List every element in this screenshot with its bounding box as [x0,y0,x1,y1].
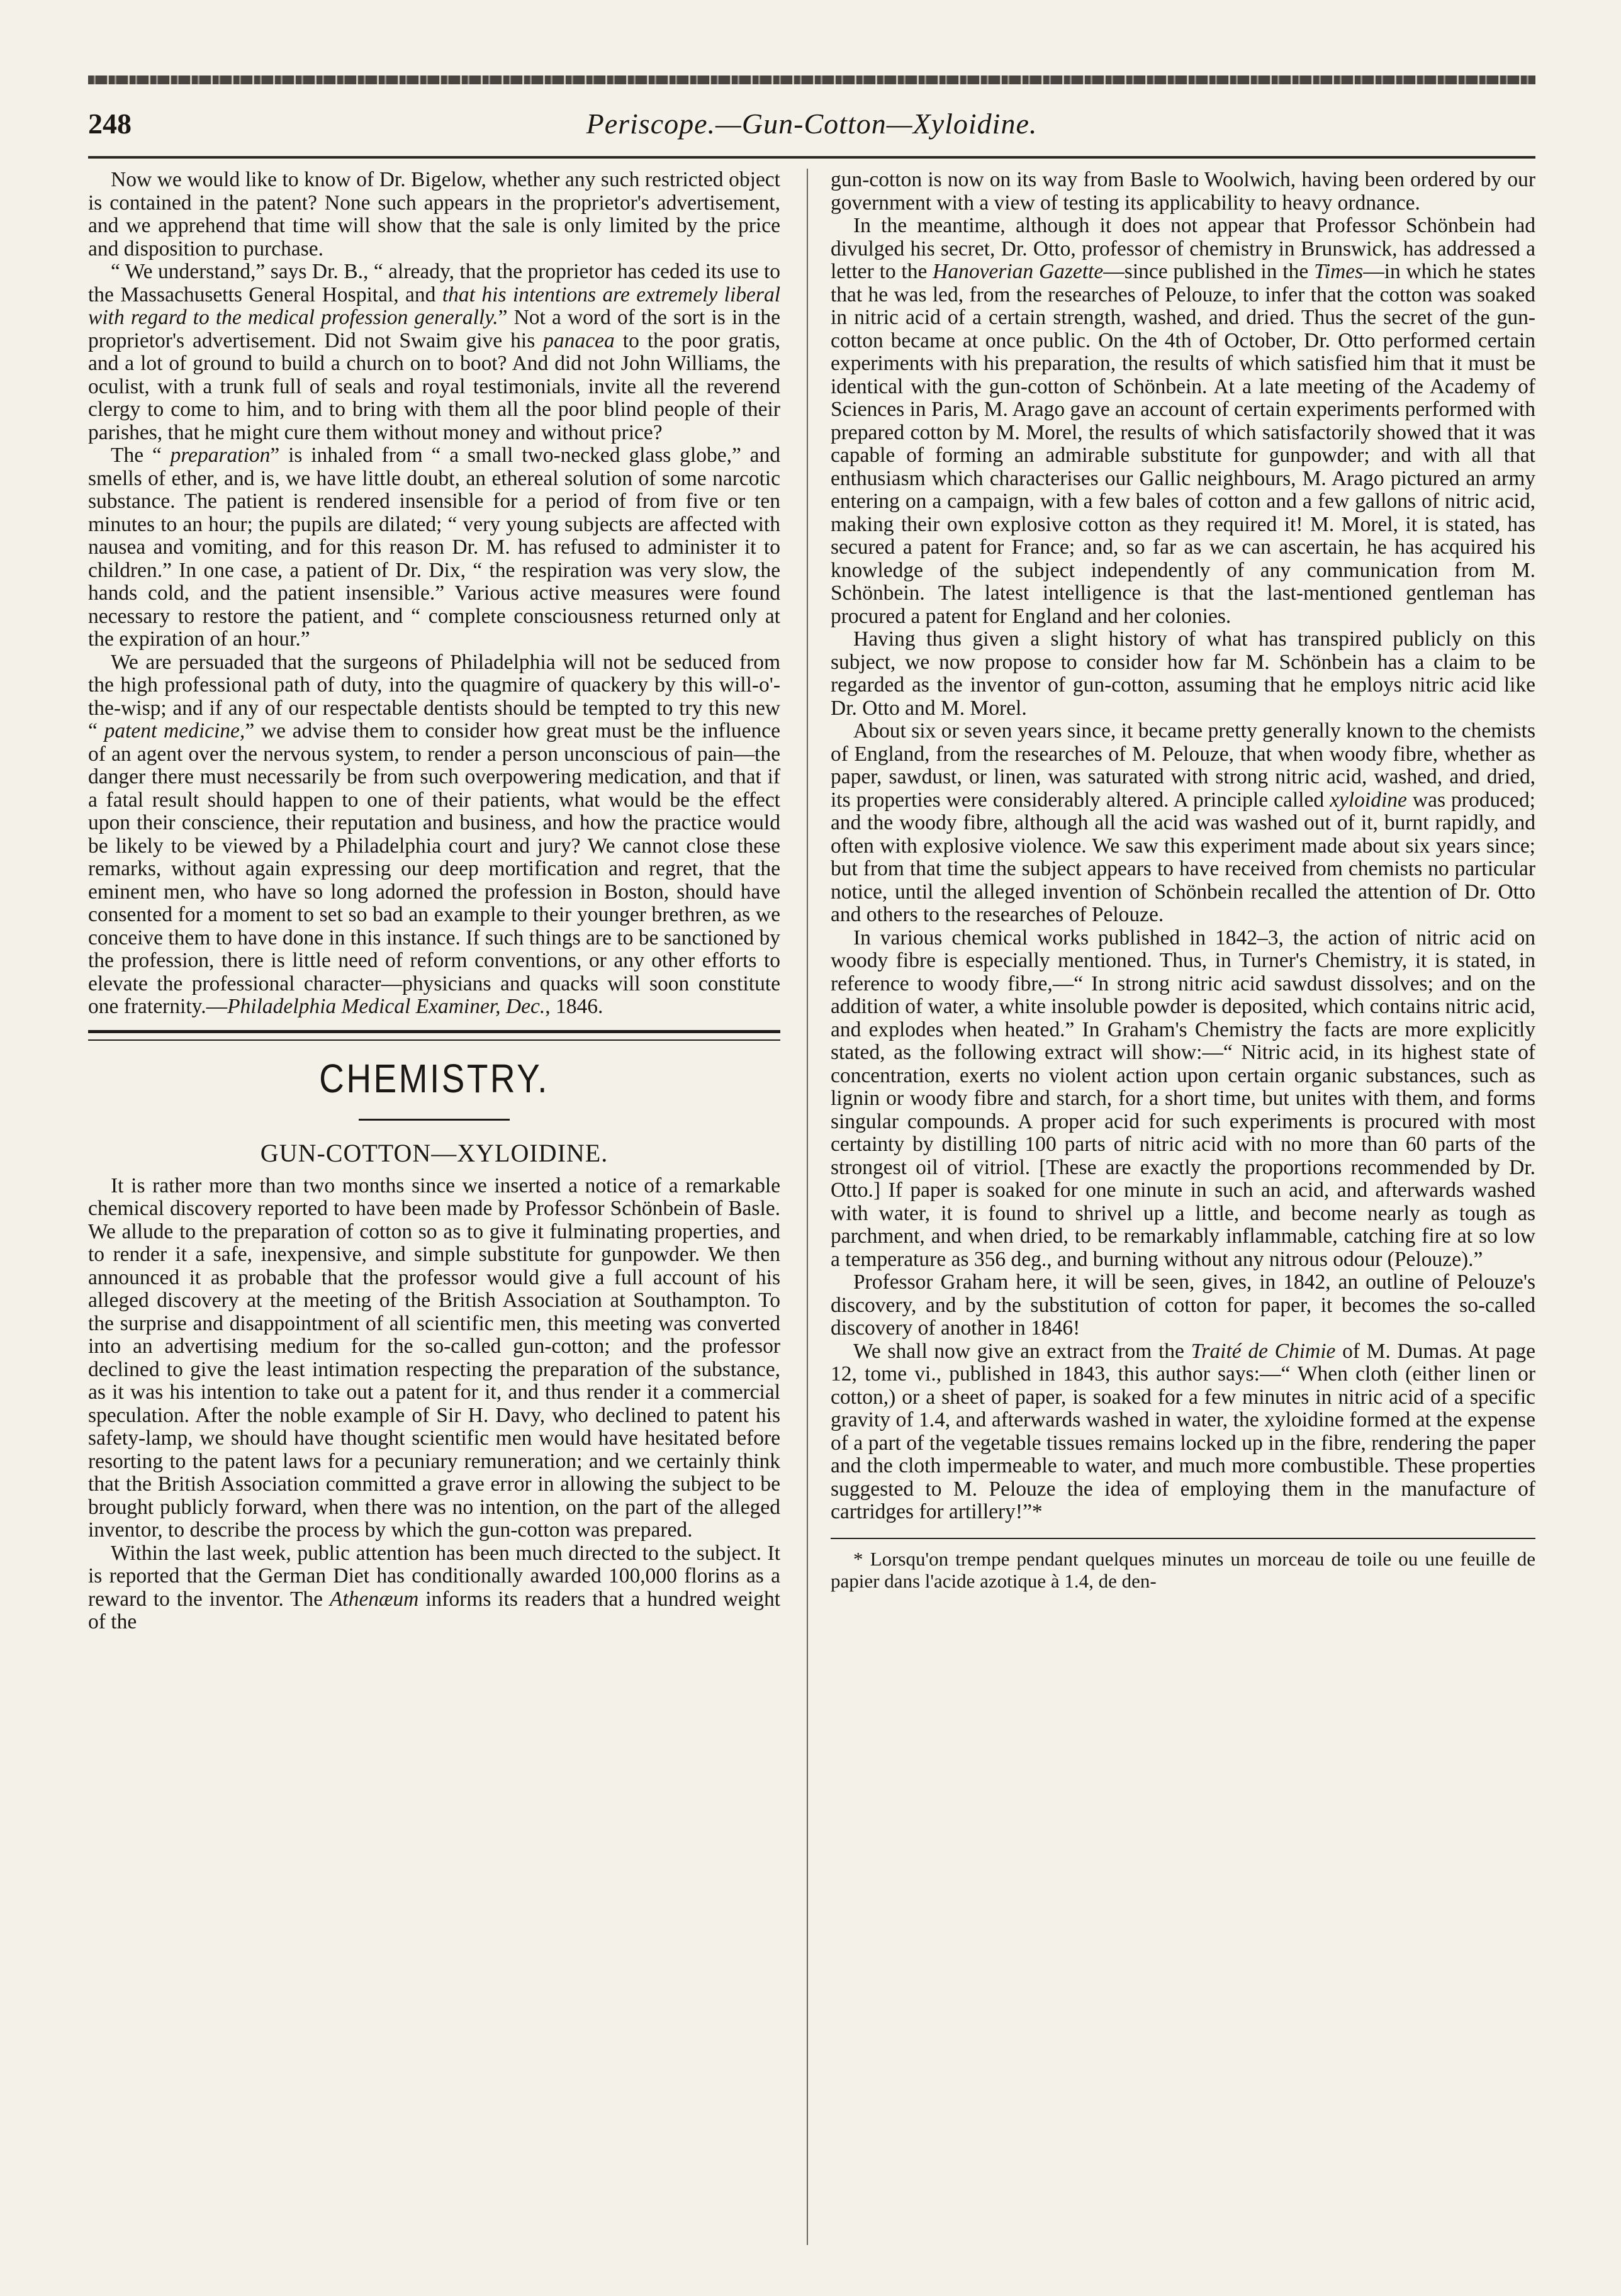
paragraph: gun-cotton is now on its way from Basle to Woolwich, having been ordered by our government with a view of testing its applicability to heavy ordnance. [831,168,1535,215]
text-run: , 1846. [545,995,603,1018]
paragraph: In various chemical works published in 1842–3, the action of nitric acid on woody fibre is especially mentioned. Thus, in Turner's Chemistry, it is stated, in reference to woody fibre,—“ In strong nitric acid sawdust dissolves; and on the addition of water, a white insoluble powder is deposited, which contains nitric acid, and explodes when heated.” In Graham's Chemistry the facts are more explicitly stated, as the following extract will show:—“ Nitric acid, in its highest state of concentration, exerts no violent action upon certain organic substances, such as lignin or woody fibre and starch, for a short time, but unites with them, and forms singular compounds. A proper acid for such experiments is procured with most certainty by distilling 100 parts of nitric acid with no more than 60 parts of the strongest oil of vitriol. [These are exactly the proportions recommended by Dr. Otto.] If paper is soaked for one minute in such an acid, and afterwards washed with water, it is found to shrivel up a little, and become nearly as tough as parchment, and when dried, to be remarkably inflammable, catching fire at so low a temperature as 356 deg., and burning without any nitrous odour (Pelouze).” [831,926,1535,1271]
text-run: —in which he states that he was led, from the researches of Pelouze, to infer that the cotton was soaked in nitric acid of a certain strength, washed, and dried. Thus the secret of the gun-cotton became at once public. On the 4th of October, Dr. Otto performed certain experiments with his preparation, the results of which satisfied him that it must be identical with the gun-cotton of Schönbein. At a late meeting of the Academy of Sciences in Paris, M. Arago gave an account of certain experiments performed with prepared cotton by M. Morel, the results of which satisfactorily showed that it was capable of forming an admirable substitute for gunpowder; and with all that enthusiasm which characterises our Gallic neighbours, M. Arago pictured an army entering on a campaign, with a few bales of cotton and a few gallons of nitric acid, making their own explosive cotton as they required it! M. Morel, it is stated, has secured a patent for France; and, so far as we can ascertain, he has acquired his knowledge of the subject independently of any communication from M. Schönbein. The latest intelligence is that the last-mentioned gentleman has procured a patent for England and her colonies. [831,260,1536,628]
paragraph: Professor Graham here, it will be seen, gives, in 1842, an outline of Pelouze's discovery, and by the substitution of cotton for paper, it becomes the so-called discovery of another in 1846! [831,1270,1535,1340]
paragraph: It is rather more than two months since we inserted a notice of a remarkable chemical discovery reported to have been made by Professor Schönbein of Basle. We allude to the preparation of cotton so as to give it fulminating properties, and to render it a safe, inexpensive, and simple substitute for gunpowder. We then announced it as probable that the professor would give a full account of his alleged discovery at the meeting of the British Association at Southampton. To the surprise and disappointment of all scientific men, this meeting was converted into an advertising medium for the so-called gun-cotton; and the professor declined to give the least intimation respecting the preparation of the substance, as it was his intention to take out a patent for it, and thus render it a commercial speculation. After the noble example of Sir H. Davy, who declined to patent his safety-lamp, we should have thought scientific men would have hesitated before resorting to the patent laws for a pecuniary remuneration; and we certainly think that the British Association committed a grave error in allowing the subject to be brought publicly forward, when there was no intention, on the part of the alleged inventor, to describe the process by which the gun-cotton was prepared. [88,1173,780,1542]
right-column [831,169,1535,1592]
text-run: was produced; and the woody fibre, although all the acid was washed out of it, burnt rapidly, and often with explosive violence. We saw this experiment made about six years since; but from that time the subject appears to have received from chemists no particular notice, until the alleged invention of Schönbein recalled the attention of Dr. Otto and others to the researches of Pelouze. [831,788,1535,926]
paragraph [88,651,780,1019]
header-rule [88,156,1535,159]
italic-run: xyloidine [1330,788,1407,812]
italic-run: Traité de Chimie [1191,1339,1336,1363]
text-run: In the meantime, although it does not appear that Professor Schönbein had divulged his secret, Dr. Otto, professor of chemistry in Brunswick, has addressed a letter to the [831,214,1535,283]
text-run: of M. Dumas. At page 12, tome vi., published in 1843, this author says:—“ When cloth (either linen or cotton,) or a sheet of paper, is soaked for a few minutes in nitric acid of a specific gravity of 1.4, and afterwards washed in water, the xyloidine formed at the expense of a part of the vegetable tissues remains locked up in the fibre, rendering the paper and the cloth impermeable to water, and much more combustible. These properties suggested to M. Pelouze the idea of employing them in the manufacture of cartridges for artillery!”* [831,1339,1535,1523]
text-run: informs its readers that a hundred weight of the [88,1587,780,1633]
text-run: ” we advise them to consider how great must be the influence of an agent over the nervous system, to render a person unconscious of pain—the danger there must necessarily be from such overpowering medication, and that if a fatal result should happen to one of their patients, what would be the effect upon their conscience, their reputation and business, and how the practice would be likely to be viewed by a Philadelphia court and jury? We cannot close these remarks, without again expressing our deep mortification and regret, that the eminent men, who have so long adorned the profession in Boston, should have consented for a moment to set so bad an example to their younger brethren, as we conceive them to have done in this instance. If such things are to be sanctioned by the profession, there is little need of reform conventions, or any other efforts to elevate the professional character—physicians and quacks will soon constitute one fraternity.— [88,719,781,1018]
italic-run: Athenæum [329,1587,419,1611]
section-title: CHEMISTRY. [319,1055,549,1101]
footnote: * Lorsqu'on trempe pendant quelques minutes un morceau de toile ou une feuille de papier dans l'acide azotique à 1.4, de den- [831,1547,1535,1592]
text-run: We shall now give an extract from the [853,1339,1191,1363]
text-run: “ We understand,” says Dr. B., “ already, that the proprietor has ceded its use to the Massachusetts General Hospital, and [88,260,780,306]
text-run: —since published in the [1103,260,1314,283]
text-run: Within the last week, public attention has been much directed to the subject. It is reported that the German Diet has conditionally awarded 100,000 florins as a reward to the inventor. The [88,1541,780,1611]
text-run: The “ [111,444,171,467]
paragraph [88,260,780,444]
text-run: to the poor gratis, and a lot of ground to build a church on to boot? And did not John Williams, the oculist, with a trunk full of seals and royal testimonials, invite all the reverend clergy to come to him, and to bring with them all the poor blind people of their parishes, that he might cure them without money and without price? [88,328,780,444]
paragraph [831,720,1535,927]
paragraph: Having thus given a slight history of what has transpired publicly on this subject, we now propose to consider how far M. Schönbein has a claim to be regarded as the inventor of gun-cotton, assuming that he employs nitric acid like Dr. Otto and M. Morel. [831,627,1535,720]
top-border-rule [88,76,1535,84]
italic-run: Times [1313,260,1364,283]
footnote-rule [831,1538,1535,1539]
text-run: ” Not a word of the sort is in the proprietor's advertisement. Did not Swaim give his [88,306,780,352]
italic-run: patent medicine, [104,719,245,742]
text-run: ” is inhaled from “ a small two-necked glass globe,” and smells of ether, and is, we have little doubt, an ethereal solution of some narcotic substance. The patient is rendered insensible for a period of from five or ten minutes to an hour; the pupils are dilated; “ very young subjects are affected with nausea and vomiting, and for this reason Dr. M. has refused to administer it to children.” In one case, a patient of Dr. Dix, “ the respiration was very slow, the hands cold, and the patient insensible.” Various active measures were found necessary to restore the patient, and “ complete consciousness returned only at the expiration of an hour.” [88,444,780,651]
column-divider [807,169,808,2245]
italic-run: Philadelphia Medical Examiner, Dec. [227,995,546,1018]
italic-run: preparation [170,444,271,467]
text-run: We are persuaded that the surgeons of Philadelphia will not be seduced from the high professional path of duty, into the quagmire of quackery by this will-o'-the-wisp; and if any of our respectable dentists should be tempted to try this new “ [88,650,780,742]
italic-run: Hanoverian Gazette [933,260,1104,283]
text-run: About six or seven years since, it became pretty generally known to the chemists of England, from the researches of M. Pelouze, that when woody fibre, whether as paper, sawdust, or linen, was saturated with strong nitric acid, washed, and dried, its properties were considerably altered. A principle called [831,719,1535,812]
paragraph [831,215,1535,628]
italic-run: panacea [543,328,615,352]
short-rule [359,1119,510,1121]
page-header [88,107,1535,151]
running-head: Periscope.—Gun-Cotton—Xyloidine. [586,108,1038,140]
article-title: GUN-COTTON—XYLOIDINE. [260,1138,609,1167]
left-column [88,169,780,1634]
page-number: 248 [88,108,132,140]
section-rule [88,1030,780,1041]
italic-run: that his intentions are extremely liberal with regard to the medical profession generally. [88,283,781,329]
paragraph [88,444,780,651]
paragraph [831,1340,1535,1524]
paragraph [88,1542,780,1634]
paragraph: Now we would like to know of Dr. Bigelow, whether any such restricted object is contained in the patent? None such appears in the proprietor's advertisement, and we apprehend that time will show that the sale is only limited by the price and disposition to purchase. [88,168,780,260]
